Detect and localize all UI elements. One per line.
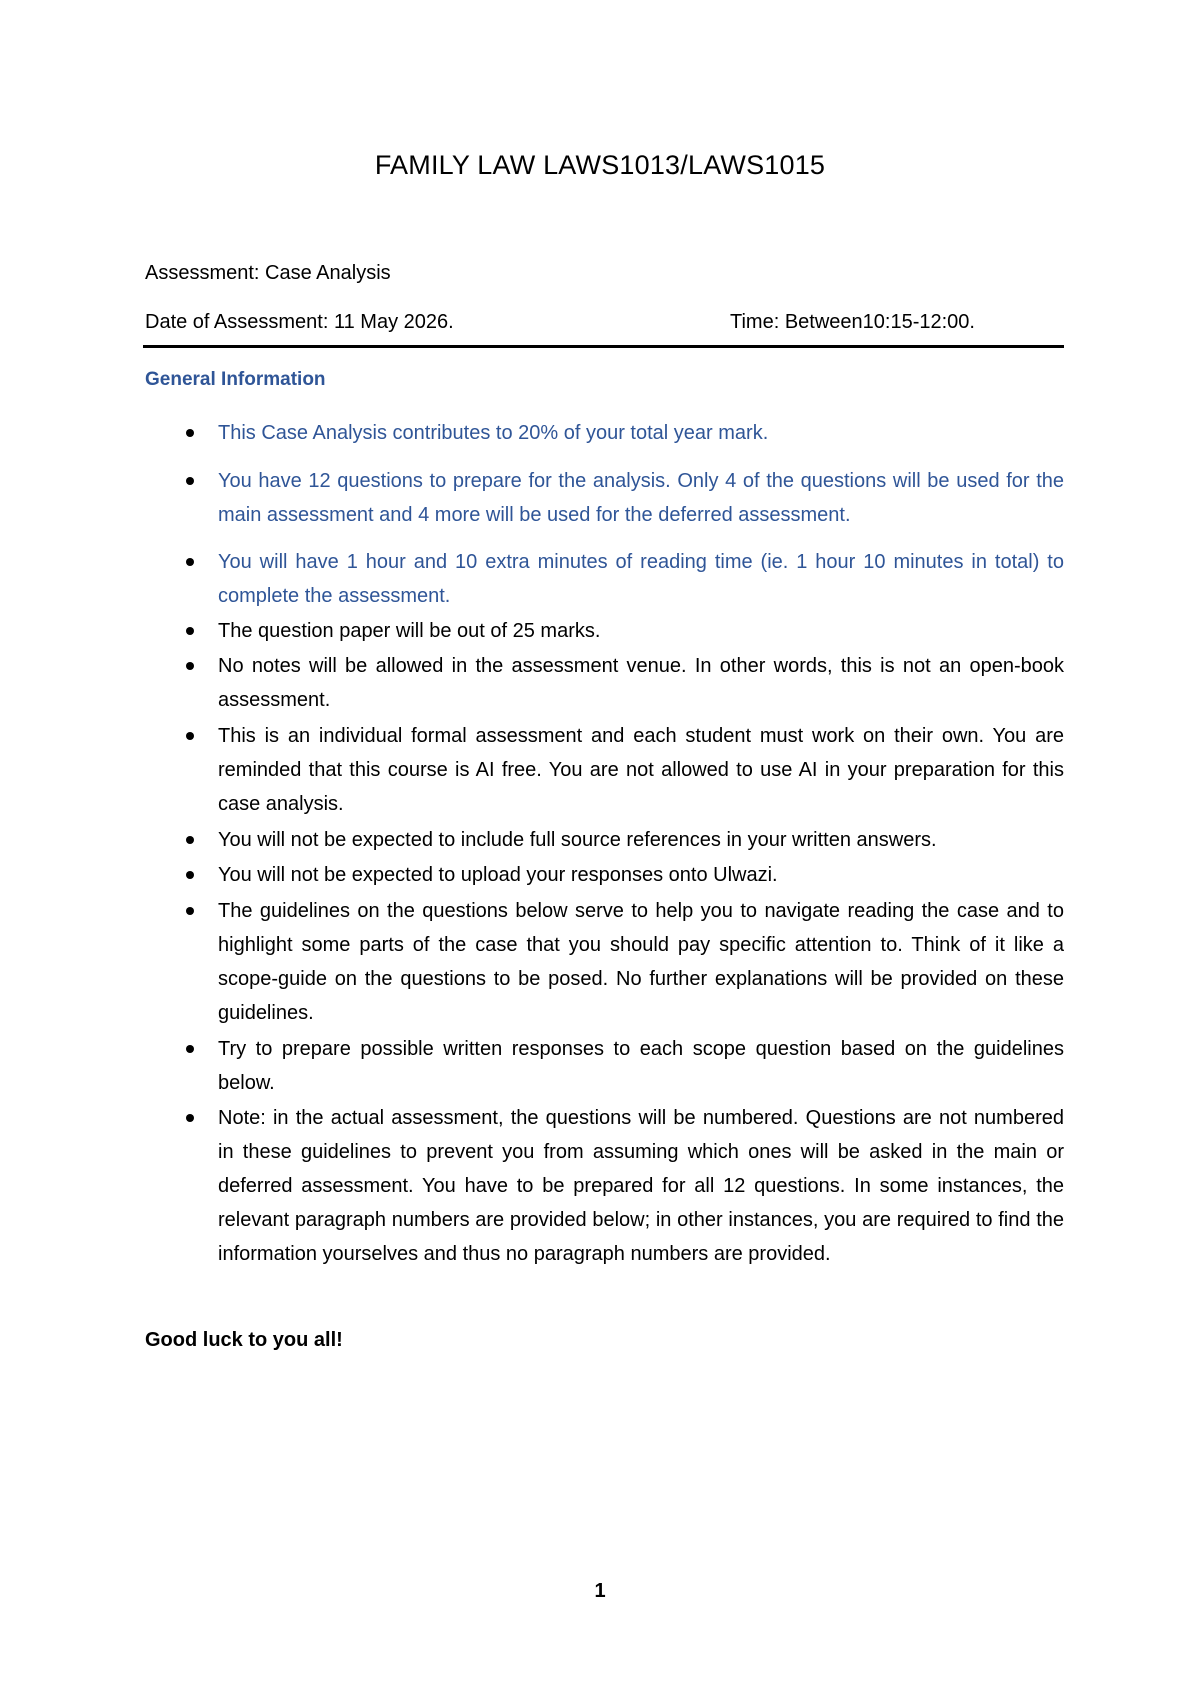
list-item: You will have 1 hour and 10 extra minutes of reading time (ie. 1 hour 10 minutes in total) to complete the assessment. [218,545,1064,613]
document-title: FAMILY LAW LAWS1013/LAWS1015 [374,150,826,180]
list-item: You will not be expected to upload your responses onto Ulwazi. [218,858,1064,892]
assessment-date: Date of Assessment: 11 May 2026. [145,311,454,333]
list-item: This is an individual formal assessment and each student must work on their own. You are reminded that this course is AI free. You are not allowed to use AI in your preparation for this case analysis. [218,719,1064,821]
list-item: The guidelines on the questions below serve to help you to navigate reading the case and to highlight some parts of the case that you should pay specific attention to. Think of it like a scope-guide on the questions to be posed. No further explanations will be provided on these guidelines. [218,894,1064,1030]
list-item: Note: in the actual assessment, the questions will be numbered. Questions are not numbered in these guidelines to prevent you from assuming which ones will be asked in the main or deferred assessment. You have to be prepared for all 12 questions. In some instances, the relevant paragraph numbers are provided below; in other instances, you are required to find the information yourselves and thus no paragraph numbers are provided. [218,1101,1064,1271]
list-item: Try to prepare possible written responses to each scope question based on the guidelines below. [218,1032,1064,1100]
section-heading: General Information [145,369,326,390]
assessment-type: Assessment: Case Analysis [145,262,391,284]
list-item: The question paper will be out of 25 marks. [218,614,1064,648]
page-number: 1 [594,1580,606,1602]
list-item: You will not be expected to include full source references in your written answers. [218,823,1064,857]
list-item: You have 12 questions to prepare for the analysis. Only 4 of the questions will be used for the main assessment and 4 more will be used for the deferred assessment. [218,464,1064,532]
list-item: No notes will be allowed in the assessment venue. In other words, this is not an open-book assessment. [218,649,1064,717]
assessment-time: Time: Between10:15-12:00. [730,311,975,333]
list-item: This Case Analysis contributes to 20% of your total year mark. [218,416,1064,450]
header-divider [143,345,1064,348]
closing-remark: Good luck to you all! [145,1329,343,1351]
